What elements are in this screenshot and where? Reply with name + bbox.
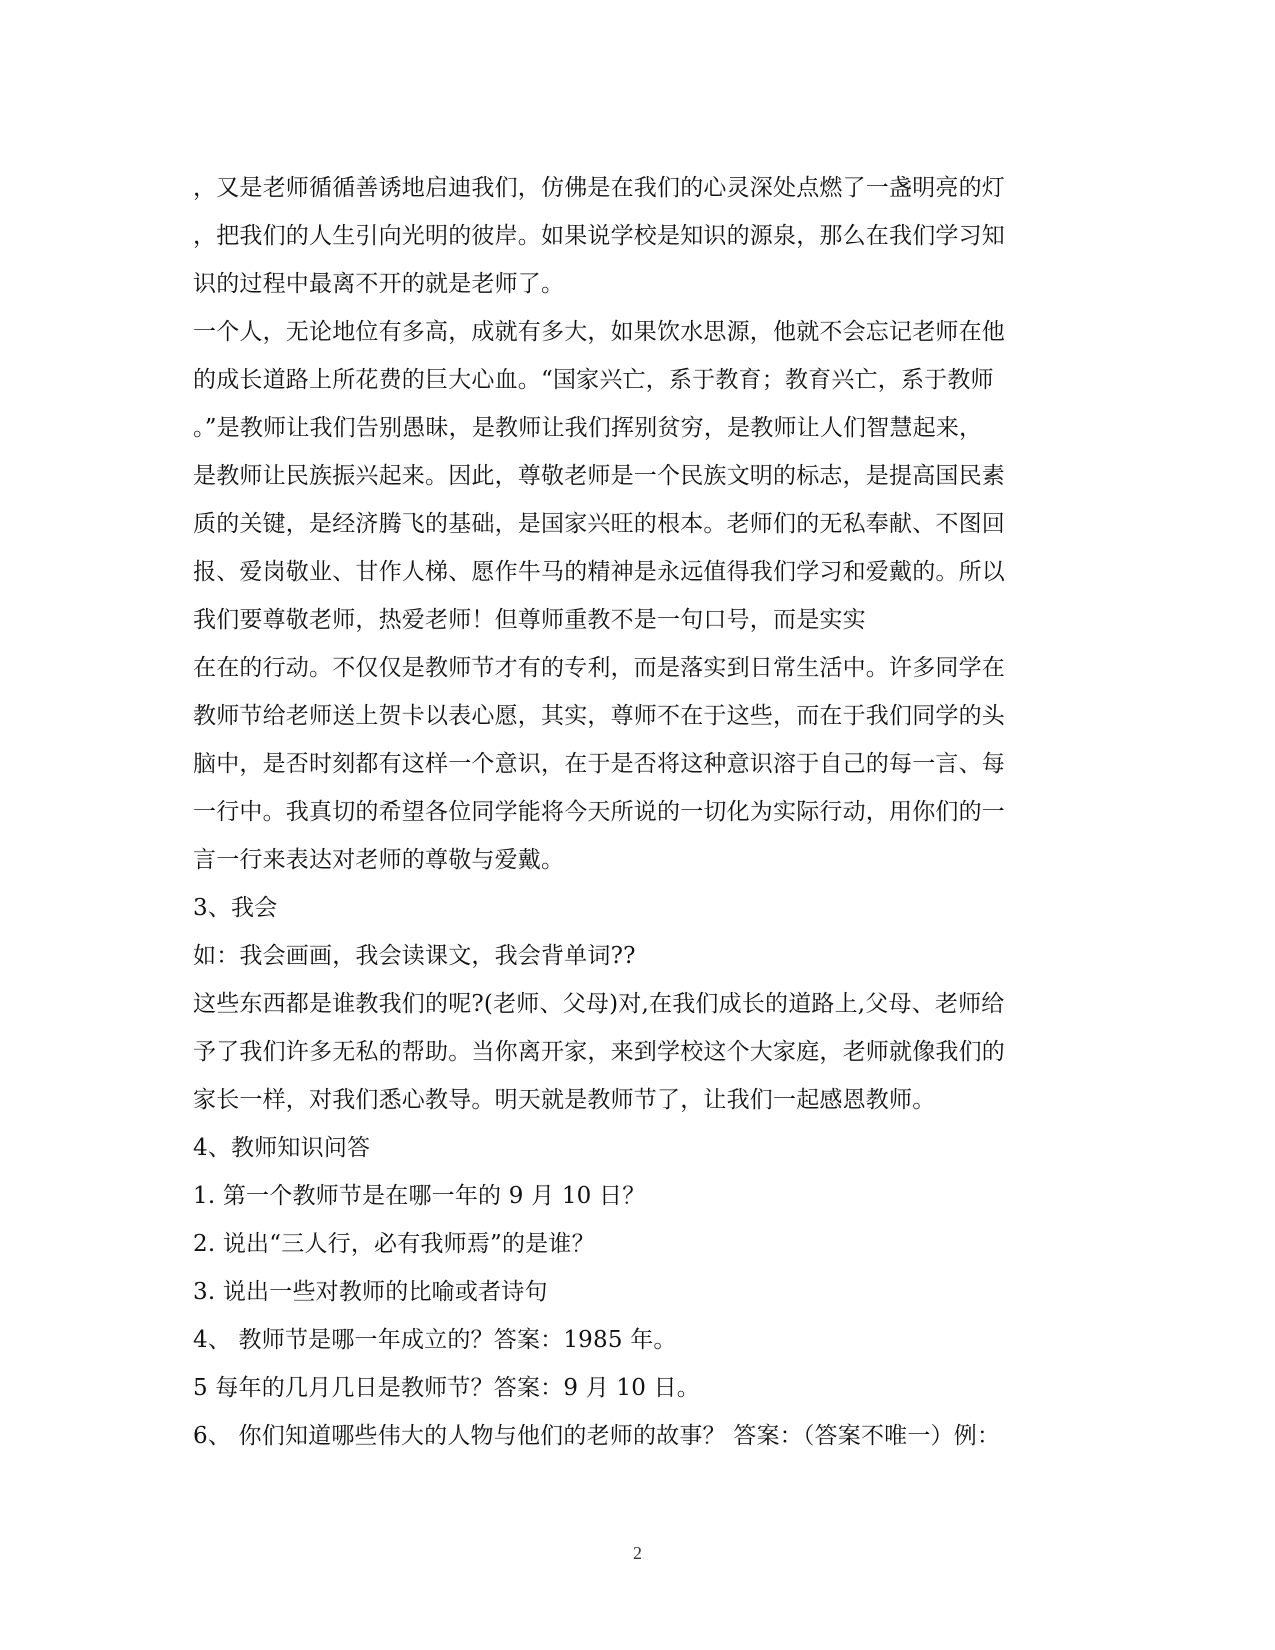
text-line: 质的关键，是经济腾飞的基础，是国家兴旺的根本。老师们的无私奉献、不图回 [193,511,1005,537]
text-line: 家长一样，对我们悉心教导。明天就是教师节了，让我们一起感恩教师。 [193,1087,936,1113]
section-heading-4: 4、教师知识问答 [193,1135,371,1161]
text-line: 识的过程中最离不开的就是老师了。 [193,271,565,297]
question-item: 1. 第一个教师节是在哪一年的 9 月 10 日？ [193,1183,646,1209]
text-line: 我们要尊敬老师，热爱老师！但尊师重教不是一句口号，而是实实 [193,607,866,633]
text-line: ，把我们的人生引向光明的彼岸。如果说学校是知识的源泉，那么在我们学习知 [193,223,1005,249]
page-number: 2 [633,1543,642,1563]
text-line: 。”是教师让我们告别愚昧，是教师让我们挥别贫穷，是教师让人们智慧起来， [193,415,983,441]
document-body [193,164,1093,1460]
question-item: 4、 教师节是哪一年成立的？答案：1985 年。 [193,1327,677,1353]
text-line: ，又是老师循循善诱地启迪我们，仿佛是在我们的心灵深处点燃了一盏明亮的灯 [193,175,1005,201]
text-line: 言一行来表达对老师的尊敬与爱戴。 [193,847,565,873]
text-line: 在在的行动。不仅仅是教师节才有的专利，而是落实到日常生活中。许多同学在 [193,655,1005,681]
question-item: 6、 你们知道哪些伟大的人物与他们的老师的故事？ 答案：（答案不唯一）例： [193,1423,1001,1449]
section-heading-3: 3、我会 [193,895,278,921]
text-line: 报、爱岗敬业、甘作人梯、愿作牛马的精神是永远值得我们学习和爱戴的。所以 [193,559,1005,585]
text-line: 是教师让民族振兴起来。因此，尊敬老师是一个民族文明的标志，是提高国民素 [193,463,1005,489]
question-item: 3. 说出一些对教师的比喻或者诗句 [193,1279,548,1305]
text-line: 的成长道路上所花费的巨大心血。“国家兴亡，系于教育；教育兴亡，系于教师 [193,367,994,393]
question-item: 2. 说出“三人行，必有我师焉”的是谁？ [193,1231,595,1257]
text-line: 如：我会画画，我会读课文，我会背单词?? [193,943,636,969]
text-line: 一个人，无论地位有多高，成就有多大，如果饮水思源，他就不会忘记老师在他 [193,319,1005,345]
question-item: 5 每年的几月几日是教师节？答案：9 月 10 日。 [193,1375,700,1401]
text-line: 予了我们许多无私的帮助。当你离开家，来到学校这个大家庭，老师就像我们的 [193,1039,1005,1065]
text-line: 一行中。我真切的希望各位同学能将今天所说的一切化为实际行动，用你们的一 [193,799,1005,825]
text-line: 教师节给老师送上贺卡以表心愿，其实，尊师不在于这些，而在于我们同学的头 [193,703,1005,729]
text-line: 脑中，是否时刻都有这样一个意识，在于是否将这种意识溶于自己的每一言、每 [193,751,1005,777]
text-line: 这些东西都是谁教我们的呢?(老师、父母)对,在我们成长的道路上,父母、老师给 [193,991,1005,1017]
